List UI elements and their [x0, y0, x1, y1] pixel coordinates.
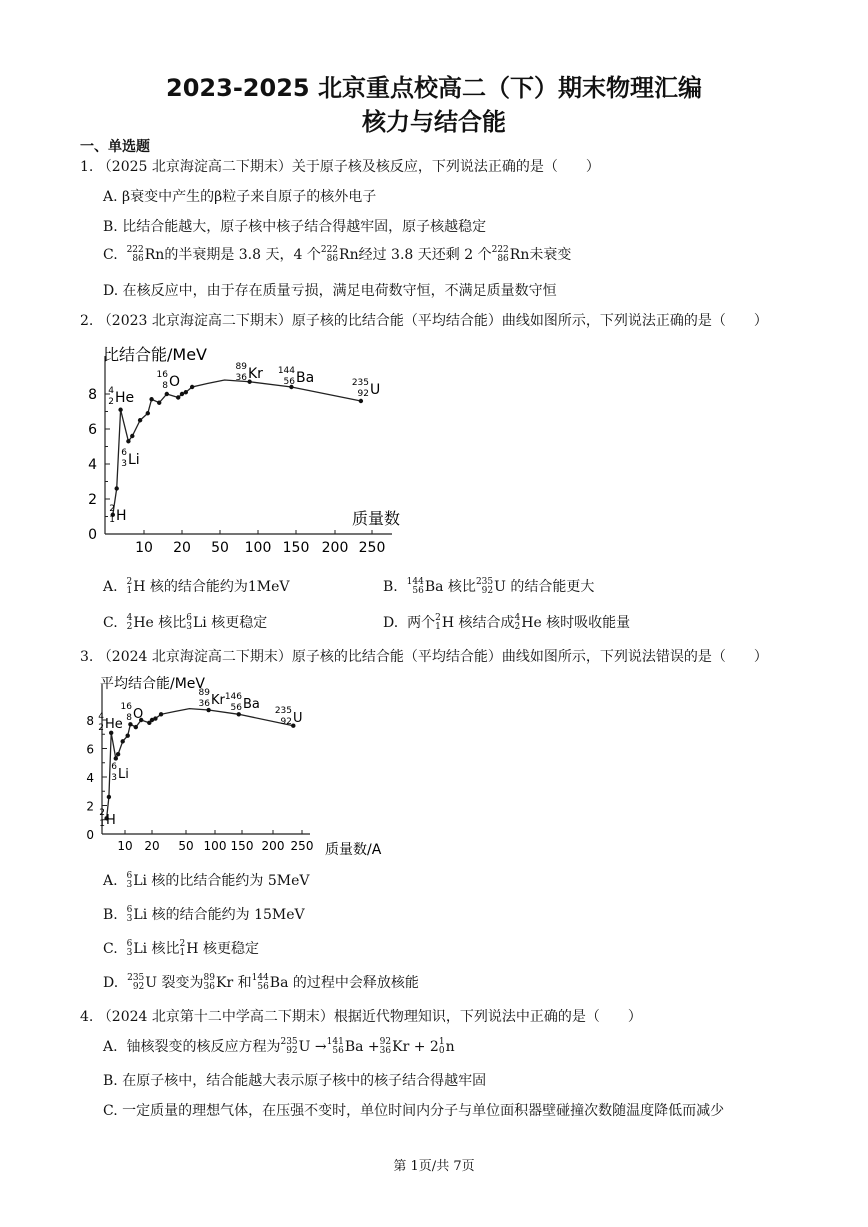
- data-point: [114, 756, 118, 760]
- nuclide-rn: 222 86: [320, 245, 339, 264]
- x-tick-label: 250: [358, 540, 386, 556]
- q1-option-a: A. β衰变中产生的β粒子来自原子的核外电子: [103, 189, 377, 205]
- q4-option-c: C. 一定质量的理想气体，在压强不变时，单位时间内分子与单位面积器壁碰撞次数随温度降低而减少: [103, 1103, 725, 1119]
- nuclide-ba: 144 56: [251, 973, 269, 992]
- q1-option-c: C. 222 86 Rn的半衰期是 3.8 天，4 个 222 86 Rn经过 3.8 天还剩 2 个 222 86 Rn未衰变: [103, 245, 572, 264]
- data-point: [146, 411, 150, 415]
- nuclide-symbol: O: [133, 707, 144, 722]
- nuclide-atomic-number: 8: [126, 713, 132, 723]
- x-tick-label: 200: [321, 540, 349, 556]
- x-tick-label: 100: [244, 540, 272, 556]
- nuclide-atomic-number: 3: [121, 459, 127, 469]
- nuclide-symbol: U: [370, 382, 381, 398]
- q4-option-b: B. 在原子核中，结合能越大表示原子核中的核子结合得越牢固: [103, 1073, 487, 1089]
- q1-option-c-label: C.: [103, 247, 118, 263]
- q3-stem: 3. （2024 北京海淀高二下期末）原子核的比结合能（平均结合能）曲线如图所示，下列说法错误的是（ ）: [80, 649, 768, 665]
- x-tick-label: 150: [282, 540, 310, 556]
- nuclide-mass-number: 6: [121, 448, 127, 458]
- nuclide-atomic-number: 36: [235, 373, 247, 383]
- binding-energy-chart-2: [70, 672, 410, 862]
- x-tick-label: 20: [144, 839, 160, 853]
- nuclide-mass-number: 89: [235, 362, 247, 372]
- q3-option-c: C. 6 3 Li 核比 2 1 H 核更稳定: [103, 939, 259, 958]
- y-tick-label: 0: [86, 828, 94, 842]
- nuclide-n: 1 0: [438, 1037, 445, 1056]
- q2-option-d: D. 两个 2 1 H 核结合成 4 2 He 核时吸收能量: [383, 613, 631, 632]
- data-point: [153, 716, 157, 720]
- data-point: [115, 486, 119, 490]
- q1-option-d: D. 在核反应中，由于存在质量亏损，满足电荷数守恒，不满足质量数守恒: [103, 283, 557, 299]
- y-tick-label: 8: [88, 387, 97, 403]
- y-tick-label: 2: [88, 492, 97, 508]
- binding-energy-chart-1: [70, 338, 420, 568]
- q4-stem: 4. （2024 北京第十二中学高二下期末）根据近代物理知识，下列说法中正确的是（ ）: [80, 1009, 642, 1025]
- nuclide-he: 4 2: [126, 613, 133, 632]
- data-point: [159, 712, 163, 716]
- y-tick-label: 0: [88, 527, 97, 543]
- x-tick-label: 100: [203, 839, 227, 853]
- page-subtitle: 核力与结合能: [362, 108, 506, 136]
- nuclide-ba: 144 56: [406, 577, 424, 596]
- x-axis-label: 质量数: [352, 509, 401, 528]
- data-point: [121, 739, 125, 743]
- page-footer: 第 1页/共 7页: [393, 1159, 475, 1174]
- nuclide-atomic-number: 3: [111, 773, 117, 783]
- q3-option-d: D. 235 92 U 裂变为 89 36 Kr 和 144 56 Ba 的过程中会释放核能: [103, 973, 419, 992]
- nuclide-atomic-number: 1: [109, 515, 115, 525]
- nuclide-symbol: H: [106, 813, 116, 828]
- data-point: [107, 795, 111, 799]
- nuclide-he: 4 2: [514, 613, 521, 632]
- nuclide-rn: 222 86: [491, 245, 509, 264]
- q4-option-a: A. 铀核裂变的核反应方程为 235 92 U → 141 56 Ba + 92 36 Kr + 2 1 0 n: [103, 1037, 455, 1056]
- nuclide-mass-number: 235: [351, 378, 369, 388]
- nuclide-atomic-number: 92: [280, 717, 292, 727]
- y-axis-label: 平均结合能/MeV: [100, 676, 205, 692]
- nuclide-li: 6 3: [126, 939, 133, 958]
- binding-energy-curve: [107, 709, 294, 819]
- y-tick-label: 4: [86, 771, 94, 785]
- nuclide-li: 6 3: [186, 613, 192, 632]
- data-point: [157, 401, 161, 405]
- data-point: [149, 397, 153, 401]
- q1-stem: 1. （2025 北京海淀高二下期末）关于原子核及核反应，下列说法正确的是（ ）: [80, 159, 600, 175]
- q2-option-a: A. 2 1 H 核的结合能约为1MeV: [103, 577, 290, 596]
- nuclide-kr92: 92 36: [379, 1037, 392, 1056]
- q3-option-b: B. 6 3 Li 核的结合能约为 15MeV: [103, 905, 305, 924]
- x-tick-label: 150: [230, 839, 254, 853]
- nuclide-h2: 2 1: [126, 577, 133, 596]
- data-point: [176, 395, 180, 399]
- page-title: 2023-2025 北京重点校高二（下）期末物理汇编: [166, 74, 702, 102]
- y-tick-label: 4: [88, 457, 97, 473]
- nuclide-mass-number: 146: [224, 692, 242, 702]
- nuclide-u: 235 92: [280, 1037, 298, 1056]
- nuclide-mass-number: 4: [108, 386, 114, 396]
- data-point: [126, 439, 130, 443]
- y-tick-label: 2: [86, 799, 94, 814]
- nuclide-symbol: He: [105, 717, 123, 732]
- nuclide-li: 6 3: [126, 905, 133, 924]
- nuclide-mass-number: 6: [111, 762, 117, 772]
- data-point: [126, 733, 130, 737]
- data-point: [116, 752, 120, 756]
- x-tick-label: 50: [178, 839, 194, 853]
- nuclide-u: 235 92: [475, 577, 494, 596]
- q2-option-b: B. 144 56 Ba 核比 235 92 U 的结合能更大: [383, 577, 595, 596]
- x-axis-label: 质量数/A: [325, 842, 382, 858]
- nuclide-symbol: He: [115, 390, 135, 406]
- data-point: [118, 408, 122, 412]
- nuclide-li: 6 3: [126, 871, 133, 890]
- data-point: [138, 418, 142, 422]
- q1-option-b: B. 比结合能越大，原子核中核子结合得越牢固，原子核越稳定: [103, 219, 487, 235]
- nuclide-symbol: Ba: [243, 697, 260, 712]
- nuclide-mass-number: 144: [277, 366, 295, 376]
- y-axis-label: 比结合能/MeV: [103, 345, 207, 364]
- nuclide-symbol: Li: [118, 767, 129, 782]
- nuclide-h2: 2 1: [435, 613, 441, 632]
- data-point: [134, 725, 138, 729]
- x-tick-label: 250: [290, 839, 314, 853]
- nuclide-atomic-number: 56: [230, 703, 242, 713]
- nuclide-mass-number: 235: [274, 706, 292, 716]
- x-tick-label: 10: [135, 540, 153, 556]
- nuclide-h2: 2 1: [179, 939, 186, 958]
- nuclide-symbol: Li: [128, 452, 140, 468]
- nuclide-atomic-number: 56: [283, 377, 295, 387]
- y-tick-label: 6: [88, 422, 97, 438]
- nuclide-symbol: Ba: [296, 370, 315, 386]
- x-tick-label: 10: [117, 839, 133, 853]
- nuclide-symbol: Kr: [211, 693, 225, 708]
- nuclide-atomic-number: 36: [198, 699, 210, 709]
- q2-stem: 2. （2023 北京海淀高二下期末）原子核的比结合能（平均结合能）曲线如图所示，下列说法正确的是（ ）: [80, 313, 768, 329]
- x-tick-label: 200: [261, 839, 285, 853]
- nuclide-symbol: H: [116, 508, 127, 524]
- nuclide-rn: 222 86: [126, 245, 144, 264]
- nuclide-atomic-number: 2: [108, 397, 114, 407]
- nuclide-mass-number: 4: [98, 712, 104, 722]
- x-tick-label: 50: [211, 540, 229, 556]
- nuclide-atomic-number: 8: [162, 381, 168, 391]
- nuclide-atomic-number: 1: [99, 819, 105, 829]
- data-point: [359, 399, 363, 403]
- q3-option-a: A. 6 3 Li 核的比结合能约为 5MeV: [103, 871, 310, 890]
- nuclide-u: 235 92: [127, 973, 145, 992]
- x-tick-label: 20: [173, 540, 191, 556]
- nuclide-mass-number: 16: [120, 702, 132, 712]
- nuclide-symbol: O: [169, 374, 181, 390]
- nuclide-mass-number: 2: [109, 504, 115, 514]
- nuclide-symbol: Kr: [248, 366, 263, 382]
- nuclide-symbol: U: [293, 711, 303, 726]
- section-heading: 一、单选题: [80, 139, 150, 155]
- y-tick-label: 8: [86, 714, 94, 728]
- y-tick-label: 6: [86, 742, 94, 757]
- data-point: [180, 392, 184, 396]
- nuclide-mass-number: 16: [156, 370, 168, 380]
- data-point: [130, 434, 134, 438]
- data-point: [190, 385, 194, 389]
- nuclide-mass-number: 89: [198, 688, 210, 698]
- nuclide-atomic-number: 2: [98, 723, 104, 733]
- data-point: [165, 392, 169, 396]
- data-point: [184, 390, 188, 394]
- nuclide-kr: 89 36: [203, 973, 215, 992]
- nuclide-ba141: 141 56: [326, 1037, 344, 1056]
- nuclide-mass-number: 2: [99, 808, 105, 818]
- q2-option-c: C. 4 2 He 核比 6 3 Li 核更稳定: [103, 613, 268, 632]
- nuclide-atomic-number: 92: [357, 389, 369, 399]
